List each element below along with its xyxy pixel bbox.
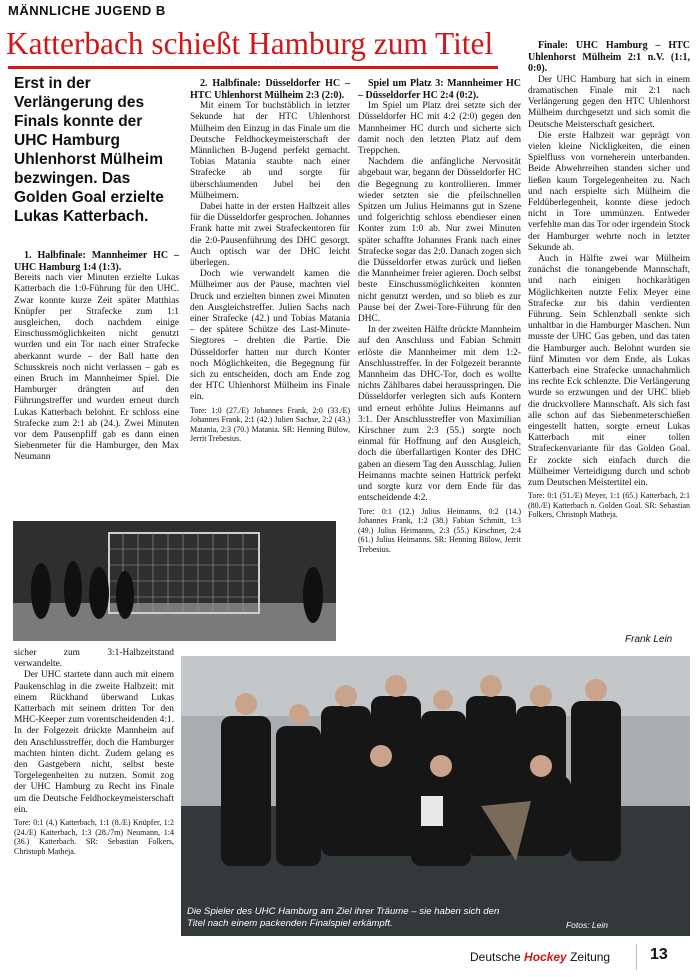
paragraph: Die erste Halbzeit war geprägt von vielen kleine Nickligkeiten, die einen Spielfluss von vorneherein unterbanden. Beide Abwehrreihen standen sicher und ließen kaum Torgelegenheiten zu. Nach und nach erspielte sich Mülheim die Feldüberlegenheit, konnte diese jedoch nicht in Tore ummünzen. Entweder verfehlte man das Tor oder irgendein Stock der Hamburger wehrte noch in letzter Sekunde ab. [528, 130, 690, 253]
column-2 [190, 78, 350, 444]
paragraph: Bereits nach vier Minuten erzielte Lukas Katterbach die 1:0-Führung für den UHC. Zwar konnte kurze Zeit später Matthias Knüpfer per Strafecke zum 1:1 ausgleichen, doch nachdem einige Einschussmöglichkeiten nicht genutzt wurden und ein Tor nach einer Strafecke aberkannt wurde – der Ball hatte den Schusskreis noch nicht verlassen – gab es einen Bruch im Mannheimer Spiel. Die Hamburger drängten auf den Führungstreffer und wurden erneut durch Lukas Katterbach belohnt. Er schloss eine Strafecke zum 2:1 ab (24.). Zwei Minuten vor dem Pausenpfiff gab es dann einen Siebenmeter für die Hamburger, den Max Neumann [14, 273, 179, 463]
team-photo [181, 656, 690, 936]
section-label: MÄNNLICHE JUGEND B [8, 3, 166, 18]
paragraph: Der UHC startete dann auch mit einem Paukenschlag in die zweite Halbzeit: mit einem Rückhand überwand Lukas Katterbach mit seinem dritten Tor den MHC-Keeper zum vorentscheidenden 4:1. In der Folgezeit drückte Mannheim auf den Anschlusstreffer, doch die Hamburger machten hinten dicht. Zudem gelang es den Gastgebern nicht, selbst beste Torgelegenheiten zu nutzen. Somit zog der UHC Hamburg zu Recht ins Finale um die Deutsche Feldhockeymeisterschaft ein. [14, 670, 174, 815]
publication-brand [470, 950, 610, 964]
headline: Katterbach schießt Hamburg zum Titel [6, 25, 494, 61]
paragraph: Der UHC Hamburg hat sich in einem dramatischen Finale mit 2:1 nach Verlängerung gegen den HTC Uhlenhorst Mülheim durchgesetzt und sich somit die Deutsche Meisterschaft gesichert. [528, 74, 690, 130]
paragraph: Mit einem Tor buchstäblich in letzter Sekunde hat der HTC Uhlenhorst Mülheim den Einzug in das Finale um die Deutsche Feldhockeymeisterschaft der Männlichen B-Jugend perfekt gemacht. Tobias Matania staubte nach einer Strafecke ab und sorgte für überschäumenden Jubel bei den Mülheimern. [190, 101, 350, 201]
scorers-note: Tore: 1:0 (27./E) Johannes Frank, 2:0 (33./E) Johannes Frank, 2:1 (42.) Julien Sachse, 2:2 (43.) Matania, 2:3 (70.) Matania. SR: Henning Bülow, Jerrit Trebesius. [190, 405, 350, 444]
brand-part: Deutsche [470, 950, 525, 964]
page-number: 13 [650, 946, 668, 963]
headline-rule [8, 66, 498, 69]
footer-divider [636, 944, 637, 970]
paragraph: Doch wie verwandelt kamen die Mülheimer aus der Pause, machten viel Druck und erzielten binnen zwei Minuten den Ausgleichstreffer. Julien Sachs nach einer Strafecke (42.) und Tobias Matania – der spätere Schütze des Last-Minute-Siegtores – drehten die Partie. Die Düsseldorfer hatten nur durch Konter noch Möglichkeiten, die Begegnung für sich zu entscheiden, doch am Ende zog der HTC Uhlenhorst Mülheim ins Finale ein. [190, 269, 350, 403]
subheading-third-place: Spiel um Platz 3: Mannheimer HC – Düsseldorfer HC 2:4 (0:2). [358, 78, 521, 101]
paragraph: Dabei hatte in der ersten Halbzeit alles für die Düsseldorfer gesprochen. Johannes Frank hatte mit zwei Strafeckentoren für die 2:0-Pausenführung des DHC gesorgt. Auch optisch war der DHC leicht überlegen. [190, 202, 350, 269]
brand-part: Zeitung [566, 950, 611, 964]
paragraph: sicher zum 3:1-Halbzeitstand verwandelte. [14, 648, 174, 670]
match-photo [13, 521, 336, 641]
column-1-continued [14, 648, 174, 856]
author-byline: Frank Lein [625, 634, 673, 645]
photo-credit: Fotos: Lein [565, 920, 608, 930]
column-3 [358, 78, 521, 554]
hockey-action-image [13, 521, 336, 641]
scorers-note: Tore: 0:1 (4.) Katterbach, 1:1 (8./E) Knüpfer, 1:2 (24./E) Katterbach, 1:3 (28./7m) Neumann, 1:4 (36.) Katterbach. SR: Sebastian Folkers, Christoph Matheja. [14, 818, 174, 856]
paragraph: Im Spiel um Platz drei setzte sich der Düsseldorfer HC mit 4:2 (2:0) gegen den Mannheimer HC durch und sicherte sich damit noch den letzten Platz auf dem Treppchen. [358, 101, 521, 156]
photo-caption: Die Spieler des UHC Hamburg am Ziel ihrer Träume – sie haben sich den Titel nach einem packenden Finalspiel erkämpft. [187, 906, 500, 929]
subheading-semifinal-1: 1. Halbfinale: Mannheimer HC – UHC Hamburg 1:4 (1:3). [14, 250, 179, 273]
paragraph: Nachdem die anfängliche Nervosität abgebaut war, begann der Düsseldorfer HC die Begegnung zu kontrollieren. Immer wieder setzten sie die pfeilschnellen Spitzen um Julius Heimanns gut in Szene und folgerichtig schloss ebendieser einen Konter zum 1:0 ab. Nur zwei Minuten später schaffte Johannes Frank nach einer Strafecke sogar das 2:0. Danach zogen sich die Düsseldorfer etwas zurück und ließen die Mannheimer freier agieren. Doch selbst beste Einschussmöglichkeiten konnten nicht genutzt werden, und so blieb es zur Pause bei der Zwei-Tore-Führung für den DHC. [358, 157, 521, 325]
brand-hockey: Hockey [524, 950, 567, 964]
scorers-note: Tore: 0:1 (51./E) Meyer, 1:1 (65.) Katterbach, 2:1 (80./E) Katterbach n. Golden Goal. SR: Sebastian Folkers, Christoph Matheja. [528, 491, 690, 520]
column-4 [528, 40, 690, 520]
paragraph: Auch in Hälfte zwei war Mülheim zunächst die tonangebende Mannschaft, und nach einigen hochkarätigen Möglichkeiten nutzte Felix Meyer eine Strafecke zur bis dahin verdienten Führung. Sein Schlenzball senkte sich unhaltbar in die Hamburger Maschen. Nun musste der UHC Gas geben, und das taten die Hamburger auch. Belohnt wurden sie fünf Minuten vor dem Ende, als Lukas Katterbach eine Strafecke unnachahmlich ins rechte Eck schlenzte. Die Verlängerung wurde so erzwungen und der UHC blieb die druckvollere Mannschaft. Als sich fast alle schon auf das Siebenmeterschießen eingestellt hatten, sorgte erneut Lukas Katterbach mit einer tollen Strafeckenvariante für das Golden Goal. Er zockte sich einfach durch die Mülheimer Verteidigung durch und schob zum Deutschen Meistertitel ein. [528, 254, 690, 489]
column-1 [14, 250, 179, 464]
subheading-final: Finale: UHC Hamburg – HTC Uhlenhorst Mülheim 2:1 n.V. (1:1, 0:0). [528, 40, 690, 75]
paragraph: In der zweiten Hälfte drückte Mannheim auf den Anschluss und Fabian Schmitt erlöste die Mannheimer mit dem 1:2-Anschlusstreffer. In der Folgezeit berannte Mannheim das DHC-Tor, doch es wollte nichts Zählbares dabei herausspringen. Die Düsseldorfer verlegten sich aufs Kontern und erneut erhöhte Julius Heimanns auf 3:1. Der Anschlusstreffer von Maximilian Kirschner zum 2:3 (55.) sorgte noch einmal für Hoffnung auf den Ausgleich, doch die überfallartigen Konter des DHC gaben an diesem Tag den Ausschlag. Julien Heimanns machte seinen Hattrick perfekt und sorgte kurz vor dem Ende für das entscheidende 4:2. [358, 325, 521, 504]
lead-paragraph: Erst in der Verlängerung des Finals konnte der UHC Hamburg Uhlenhorst Mülheim bezwingen. Das Golden Goal erzielte Lukas Katterbach. [14, 75, 164, 225]
scorers-note: Tore: 0:1 (12.) Julius Heimanns, 0:2 (14.) Johannes Frank, 1:2 (38.) Fabian Schmitt, 1:3 (49.) Julius Heimanns, 2:3 (55.) Kirschner, 2:4 (61.) Julius Heimanns. SR: Henning Bülow, Jerrit Trebesius. [358, 506, 521, 554]
team-celebration-image [181, 656, 690, 936]
subheading-semifinal-2: 2. Halbfinale: Düsseldorfer HC – HTC Uhlenhorst Mülheim 2:3 (2:0). [190, 78, 350, 101]
